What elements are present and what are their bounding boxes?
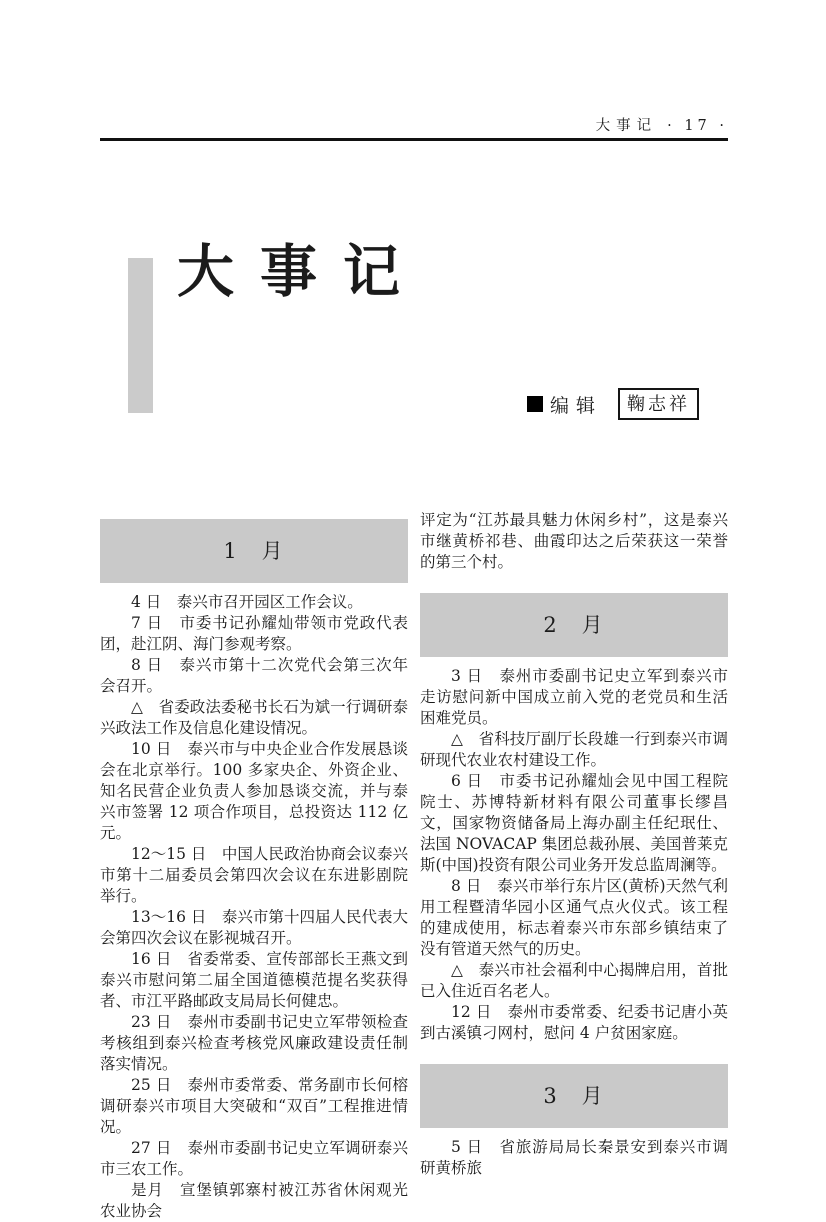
column-right xyxy=(420,510,728,1179)
entry-paragraph: 27 日 泰州市委副书记史立军调研泰兴市三农工作。 xyxy=(100,1139,408,1178)
entry-paragraph: 8 日 泰兴市举行东片区(黄桥)天然气利用工程暨清华园小区通气点火仪式。该工程的建成使用，标志着泰兴市东部乡镇结束了没有管道天然气的历史。 xyxy=(420,877,728,958)
title-accent-bar xyxy=(128,258,153,413)
editor-square-icon xyxy=(527,396,543,412)
entry-paragraph: 5 日 省旅游局局长秦景安到泰兴市调研黄桥旅 xyxy=(420,1138,728,1177)
entry-paragraph: 23 日 泰州市委副书记史立军带领检查考核组到泰兴检查考核党风廉政建设责任制落实情况。 xyxy=(100,1013,408,1073)
entry-paragraph: 3 日 泰州市委副书记史立军到泰兴市走访慰问新中国成立前入党的老党员和生活困难党员。 xyxy=(420,667,728,727)
column-left xyxy=(100,519,408,1222)
running-head-title: 大事记 xyxy=(595,118,658,134)
page-number: · 17 · xyxy=(667,118,728,134)
entry-paragraph: 4 日 泰兴市召开园区工作会议。 xyxy=(131,593,363,611)
editor-label: 编辑 xyxy=(550,394,603,417)
editor-name-box: 鞠志祥 xyxy=(618,388,699,420)
entry-paragraph: 13～16 日 泰兴市第十四届人民代表大会第四次会议在影视城召开。 xyxy=(100,908,408,947)
header-rule xyxy=(100,138,728,141)
entry-paragraph: 6 日 市委书记孙耀灿会见中国工程院院士、苏博特新材料有限公司董事长缪昌文，国家物资储备局上海办副主任纪珉仕、法国 NOVACAP 集团总裁孙展、美国普莱克斯(中国)投资有限公司业务开发总监周澜等。 xyxy=(420,772,728,874)
entry-paragraph: 是月 宣堡镇郭寨村被江苏省休闲观光农业协会 xyxy=(100,1181,408,1220)
entry-paragraph: 7 日 市委书记孙耀灿带领市党政代表团，赴江阴、海门参观考察。 xyxy=(100,614,408,653)
continuation-paragraph: 评定为“江苏最具魅力休闲乡村”，这是泰兴市继黄桥祁巷、曲霞印达之后荣获这一荣誉的第三个村。 xyxy=(420,511,728,571)
editor-row xyxy=(527,388,699,420)
entry-paragraph: △ 省委政法委秘书长石为斌一行调研泰兴政法工作及信息化建设情况。 xyxy=(100,698,408,737)
month-heading: 3 月 xyxy=(420,1064,728,1128)
entry-paragraph: △ 省科技厅副厅长段雄一行到泰兴市调研现代农业农村建设工作。 xyxy=(420,730,728,769)
entry-paragraph: 25 日 泰州市委常委、常务副市长何榕调研泰兴市项目大突破和“双百”工程推进情况。 xyxy=(100,1076,408,1136)
entry-paragraph: 16 日 省委常委、宣传部部长王燕文到泰兴市慰问第二届全国道德模范提名奖获得者、市江平路邮政支局局长何健忠。 xyxy=(100,950,408,1010)
entry-paragraph: △ 泰兴市社会福利中心揭牌启用，首批已入住近百名老人。 xyxy=(420,961,728,1000)
entry-paragraph: 10 日 泰兴市与中央企业合作发展恳谈会在北京举行。100 多家央企、外资企业、知名民营企业负责人参加恳谈交流，并与泰兴市签署 12 项合作项目，总投资达 112 亿元。 xyxy=(100,740,408,842)
running-head xyxy=(596,114,728,135)
month-heading: 1 月 xyxy=(100,519,408,583)
entry-paragraph: 12～15 日 中国人民政治协商会议泰兴市第十二届委员会第四次会议在东进影剧院举行。 xyxy=(100,845,408,905)
entry-paragraph: 8 日 泰兴市第十二次党代会第三次年会召开。 xyxy=(100,656,408,695)
page-title: 大事记 xyxy=(177,238,426,305)
entry-paragraph: 12 日 泰州市委常委、纪委书记唐小英到古溪镇刁网村，慰问 4 户贫困家庭。 xyxy=(420,1003,728,1042)
month-heading: 2 月 xyxy=(420,593,728,657)
